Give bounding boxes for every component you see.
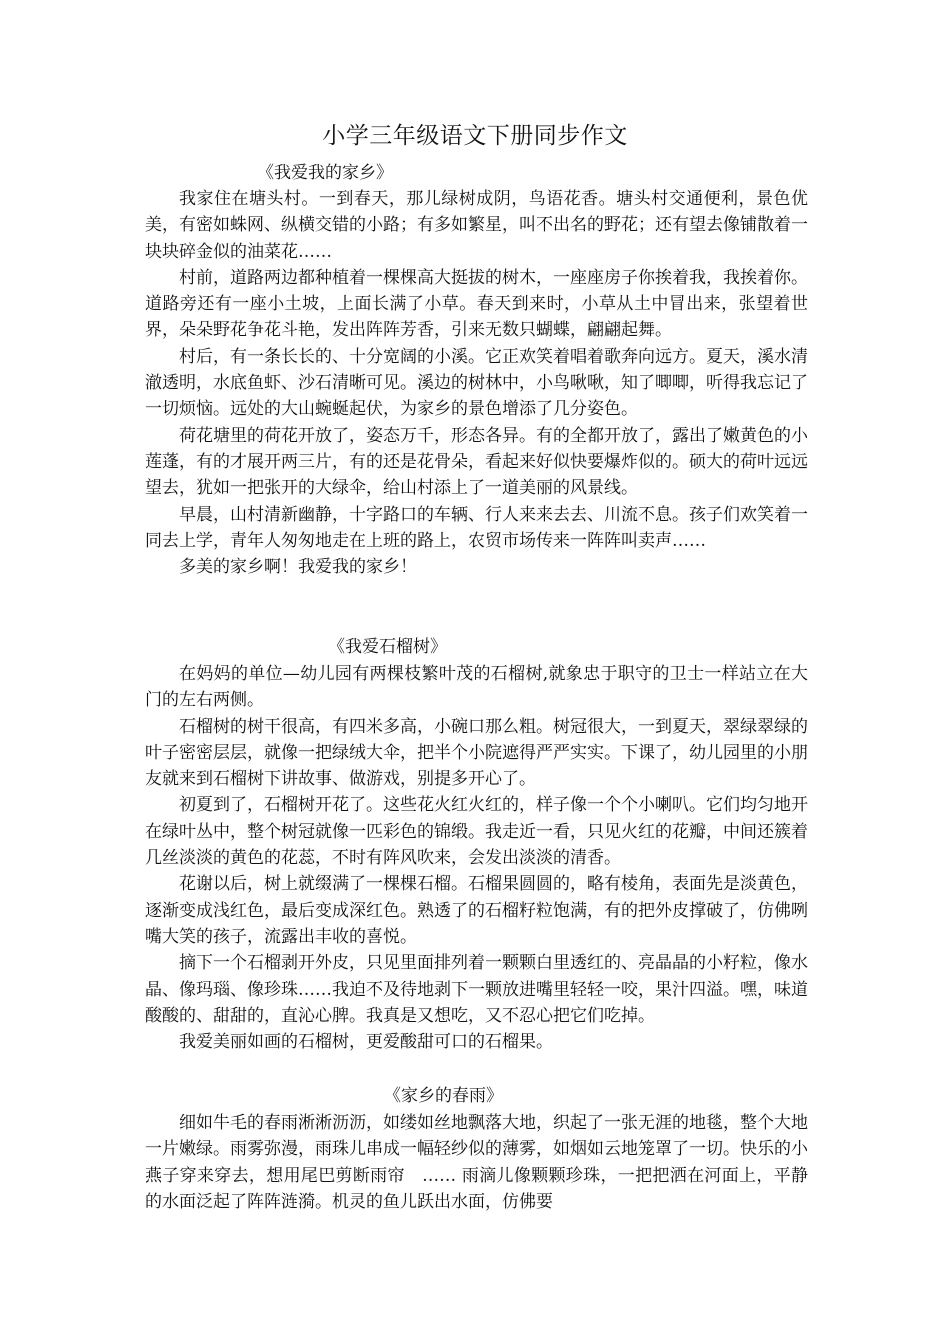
paragraph: 石榴树的树干很高，有四米多高，小碗口那么粗。树冠很大，一到夏天，翠绿翠绿的叶子密密层层，就像一把绿绒大伞，把半个小院遮得严严实实。下课了，幼儿园里的小朋友就来到石榴树下讲故事、做游戏，别提多开心了。 (145, 716, 808, 790)
section-heading-spring-rain: 《家乡的春雨》 (384, 1086, 503, 1106)
paragraph: 在妈妈的单位—幼儿园有两棵枝繁叶茂的石榴树,就象忠于职守的卫士一样站立在大门的左右两侧。 (145, 664, 808, 711)
section-body-spring-rain (145, 1110, 808, 1215)
section-body-pomegranate (145, 661, 808, 1055)
section-heading-hometown: 《我爱我的家乡》 (257, 163, 393, 183)
paragraph: 村前，道路两边都种植着一棵棵高大挺拔的树木，一座座房子你挨着我，我挨着你。道路旁还有一座小土坡，上面长满了小草。春天到来时，小草从土中冒出来，张望着世界，朵朵野花争花斗艳，发出阵阵芳香，引来无数只蝴蝶，翩翩起舞。 (145, 267, 808, 341)
paragraph: 我爱美丽如画的石榴树，更爱酸甜可口的石榴果。 (179, 1032, 553, 1053)
document-title: 小学三年级语文下册同步作文 (322, 123, 628, 149)
paragraph: 初夏到了，石榴树开花了。这些花火红火红的，样子像一个个小喇叭。它们均匀地开在绿叶丛中，整个树冠就像一匹彩色的锦缎。我走近一看，只见火红的花瓣，中间还簇着几丝淡淡的黄色的花蕊，不时有阵风吹来，会发出淡淡的清香。 (145, 795, 808, 869)
paragraph: 荷花塘里的荷花开放了，姿态万千，形态各异。有的全都开放了，露出了嫩黄色的小莲蓬，有的才展开两三片，有的还是花骨朵，看起来好似快要爆炸似的。硕大的荷叶远远望去，犹如一把张开的大绿伞，给山村添上了一道美丽的风景线。 (145, 425, 808, 499)
paragraph: 村后，有一条长长的、十分宽阔的小溪。它正欢笑着唱着歌奔向远方。夏天，溪水清澈透明，水底鱼虾、沙石清晰可见。溪边的树林中，小鸟啾啾，知了唧唧，听得我忘记了一切烦恼。远处的大山蜿蜒起伏，为家乡的景色增添了几分姿色。 (145, 346, 808, 420)
paragraph: 摘下一个石榴剥开外皮，只见里面排列着一颗颗白里透红的、亮晶晶的小籽粒，像水晶、像玛瑙、像珍珠……我迫不及待地剥下一颗放进嘴里轻轻一咬，果汁四溢。嘿，味道酸酸的、甜甜的，直沁心脾。我真是又想吃，又不忍心把它们吃掉。 (145, 953, 808, 1026)
section-heading-pomegranate: 《我爱石榴树》 (328, 637, 447, 657)
paragraph: 花谢以后，树上就缀满了一棵棵石榴。石榴果圆圆的，略有棱角，表面先是淡黄色，逐渐变成浅红色，最后变成深红色。熟透了的石榴籽粒饱满，有的把外皮撑破了，仿佛咧嘴大笑的孩子，流露出丰收的喜悦。 (145, 874, 808, 947)
section-body-hometown (145, 186, 808, 580)
paragraph: 早晨，山村清新幽静，十字路口的车辆、行人来来去去、川流不息。孩子们欢笑着一同去上学，青年人匆匆地走在上班的路上，农贸市场传来一阵阵叫卖声…… (145, 504, 808, 551)
paragraph: 我家住在塘头村。一到春天，那儿绿树成阴，鸟语花香。塘头村交通便利，景色优美，有密如蛛网、纵横交错的小路；有多如繁星，叫不出名的野花；还有望去像铺散着一块块碎金似的油菜花…… (145, 189, 808, 262)
paragraph: 多美的家乡啊！我爱我的家乡！ (179, 557, 417, 578)
paragraph: 细如牛毛的春雨淅淅沥沥，如缕如丝地飘落大地，织起了一张无涯的地毯，整个大地一片嫩绿。雨雾弥漫，雨珠儿串成一幅轻纱似的薄雾，如烟如云地笼罩了一切。快乐的小燕子穿来穿去，想用尾巴剪断雨帘 …… 雨滴儿像颗颗珍珠，一把把洒在河面上，平静的水面泛起了阵阵涟漪。机灵的鱼儿跃出水面，仿佛要 (145, 1113, 808, 1212)
